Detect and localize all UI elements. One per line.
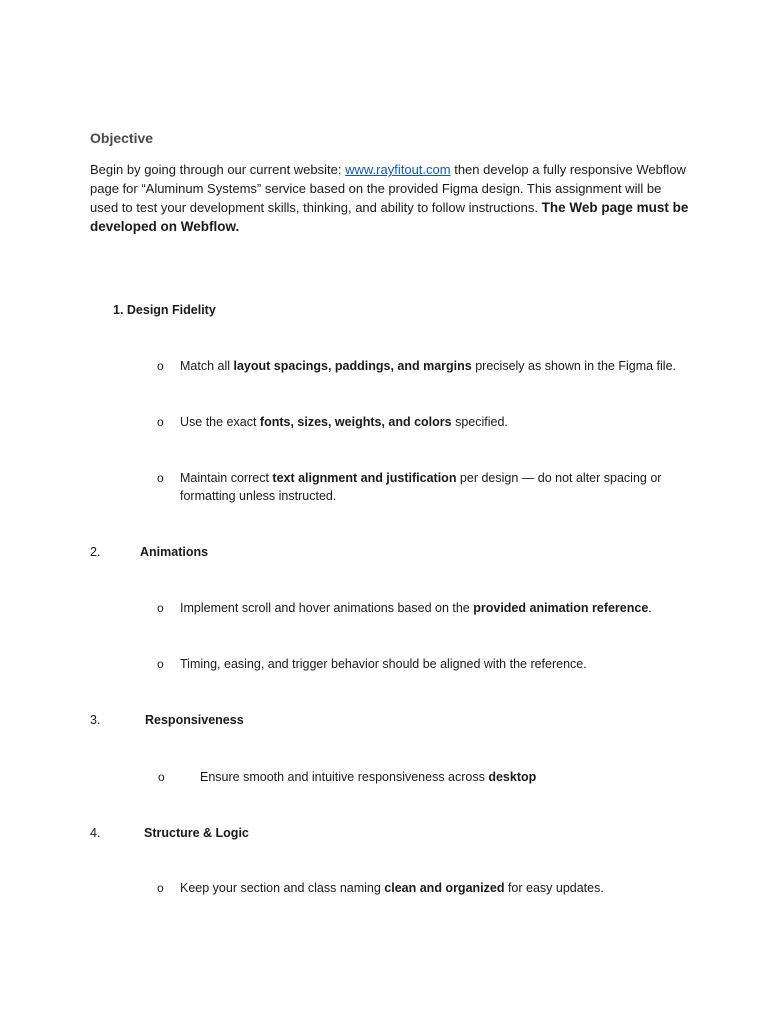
bullet-bold-text: fonts, sizes, weights, and colors (259, 415, 452, 429)
section-4-bullet-1 (180, 879, 720, 897)
bullet-marker: o (157, 471, 164, 485)
bullet-text: precisely as shown in the Figma file. (471, 359, 677, 373)
bullet-bold-text: desktop (488, 770, 537, 784)
objective-paragraph (90, 160, 690, 236)
bullet-text: Keep your section and class naming (180, 881, 385, 895)
bullet-text: Timing, easing, and trigger behavior should be aligned with the reference. (180, 657, 587, 671)
bullet-marker: o (158, 770, 165, 784)
website-link[interactable]: www.rayfitout.com (345, 162, 451, 177)
bullet-text: Use the exact (180, 415, 260, 429)
objective-text-start: Begin by going through our current website: (90, 162, 346, 177)
bullet-text: specified. (451, 415, 508, 429)
bullet-text: Match all (180, 359, 234, 373)
bullet-marker: o (157, 415, 164, 429)
bullet-bold-text: layout spacings, paddings, and margins (233, 359, 472, 373)
section-1-bullet-2 (180, 413, 700, 431)
section-3-bullet-1 (200, 768, 700, 786)
objective-heading: Objective (90, 130, 154, 146)
bullet-text: Implement scroll and hover animations based on the (180, 601, 474, 615)
bullet-bold-text: text alignment and justification (272, 471, 457, 485)
section-1-bullet-1 (180, 357, 700, 375)
bullet-text: . (648, 601, 652, 615)
bullet-bold-text: provided animation reference (473, 601, 649, 615)
bullet-bold-text: clean and organized (384, 881, 505, 895)
section-4-number: 4. (90, 826, 101, 840)
section-2-title: Animations (140, 545, 209, 559)
section-4-title: Structure & Logic (144, 826, 249, 840)
section-1-bullet-3 (180, 469, 680, 505)
bullet-text: for easy updates. (504, 881, 604, 895)
section-2-number: 2. (90, 545, 101, 559)
section-3-title: Responsiveness (145, 713, 244, 727)
bullet-marker: o (157, 657, 164, 671)
section-1-title: 1. Design Fidelity (113, 303, 216, 317)
section-2-bullet-1 (180, 599, 720, 617)
bullet-text: Ensure smooth and intuitive responsiveness across (200, 770, 489, 784)
bullet-text: Maintain correct (180, 471, 273, 485)
bullet-text: per design — do not alter spacing or formatting unless instructed. (180, 471, 662, 503)
section-3-number: 3. (90, 713, 101, 727)
objective-bold-statement: The Web page must be developed on Webflow. (90, 200, 689, 234)
bullet-marker: o (157, 601, 164, 615)
section-2-bullet-2 (180, 655, 720, 673)
objective-text-body: then develop a fully responsive Webflow page for “Aluminum Systems” service based on the provided Figma design. This assignment will be used to test your development skills, thinking, and ability to follow instructions. (90, 162, 686, 215)
bullet-marker: o (157, 359, 164, 373)
bullet-marker: o (157, 881, 164, 895)
